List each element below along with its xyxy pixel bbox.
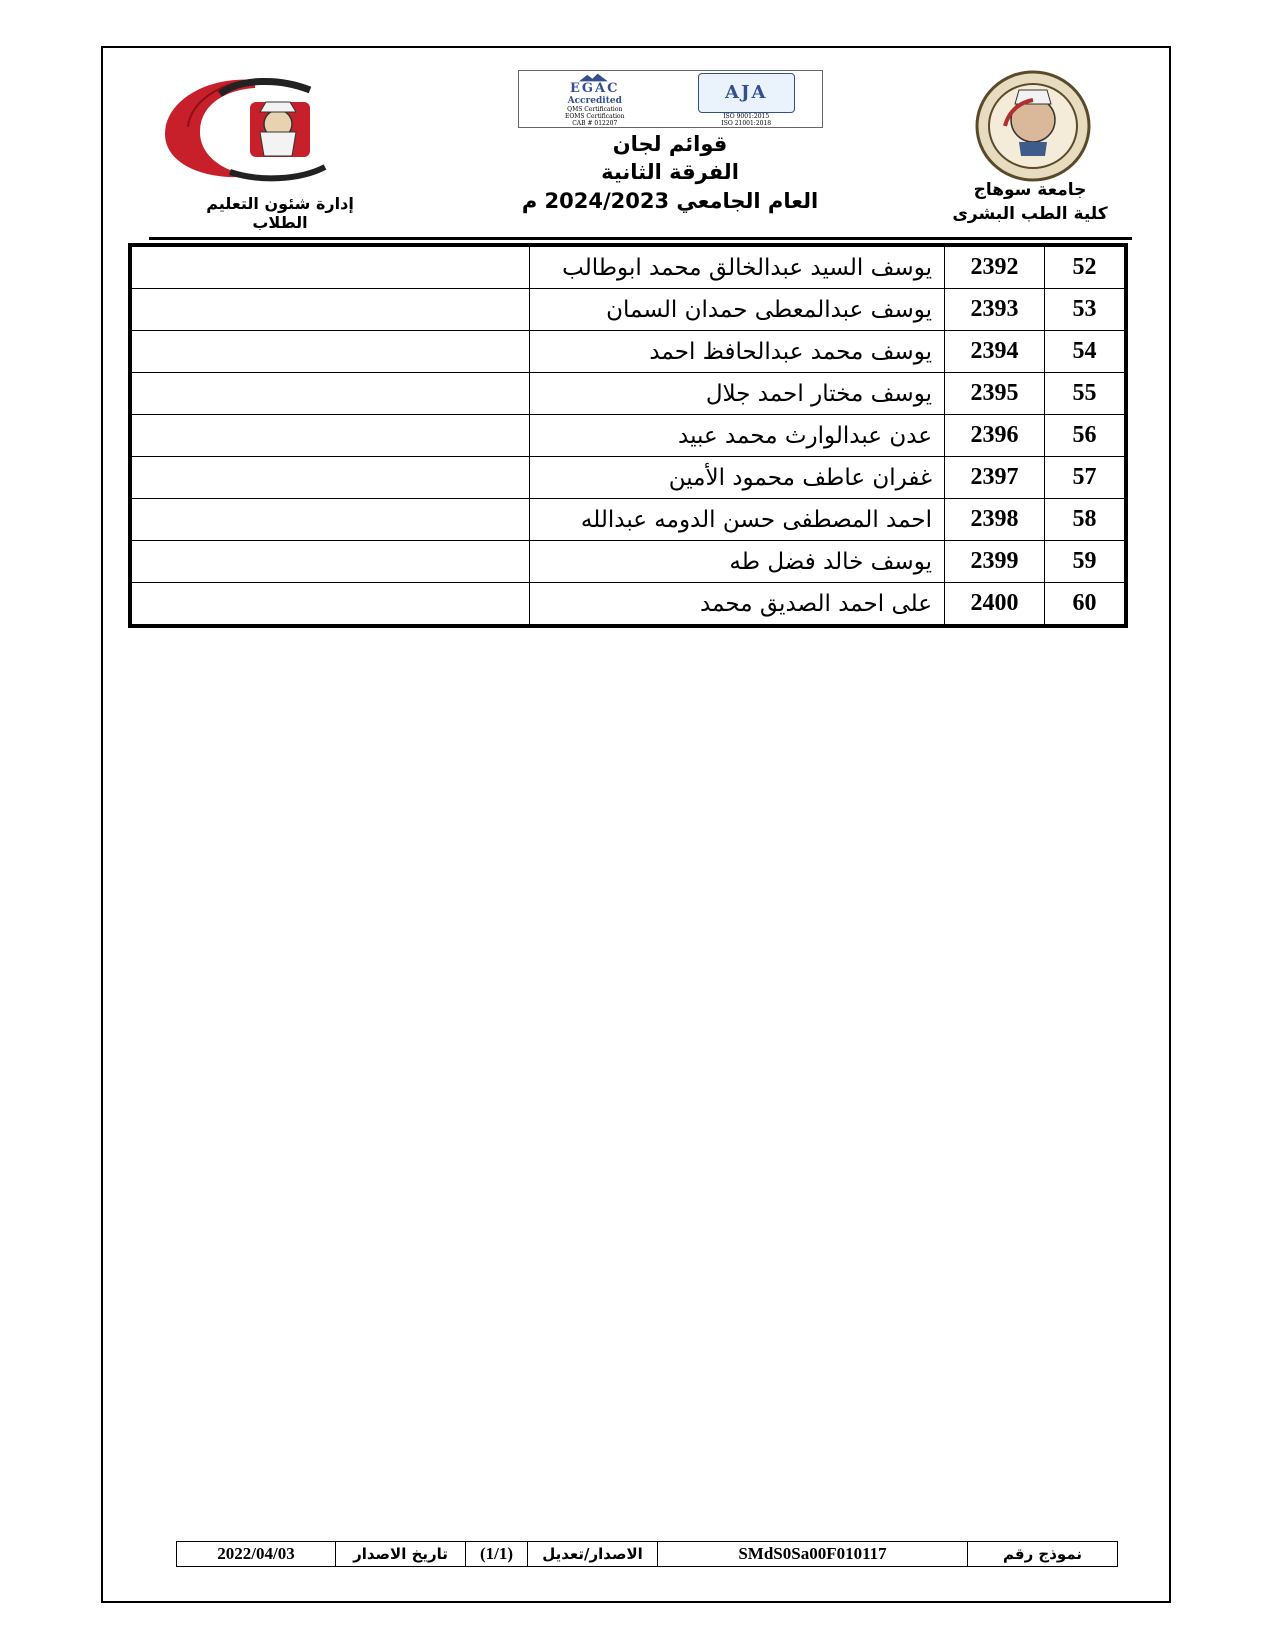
university-name: جامعة سوهاج [973,180,1087,200]
table-row [132,583,1125,625]
table-row [132,541,1125,583]
faculty-name: كلية الطب البشرى [952,204,1108,224]
row-number: 53 [1045,289,1125,331]
department-name: إدارة شئون التعليم الطلاب [206,194,354,232]
student-name: يوسف محمد عبدالحافظ احمد [530,331,945,373]
form-footer [176,1541,1118,1567]
table-row [132,331,1125,373]
table-row [132,373,1125,415]
seat-number: 2393 [945,289,1045,331]
certification-badges [518,70,823,128]
row-number: 54 [1045,331,1125,373]
issue-date-label: تاريخ الاصدار [335,1542,465,1566]
version-value: (1/1) [465,1542,527,1566]
header-divider [149,237,1132,240]
seat-number: 2392 [945,247,1045,289]
title-year-group: الفرقة الثانية [601,160,739,184]
student-name: غفران عاطف محمود الأمين [530,457,945,499]
table-row [132,247,1125,289]
title-committee-lists: قوائم لجان [612,132,728,156]
student-name: على احمد الصديق محمد [530,583,945,625]
blank-cell [132,331,530,373]
seat-number: 2399 [945,541,1045,583]
student-name: يوسف خالد فضل طه [530,541,945,583]
seat-number: 2394 [945,331,1045,373]
row-number: 52 [1045,247,1125,289]
student-name: يوسف عبدالمعطى حمدان السمان [530,289,945,331]
roster-table [128,243,1128,628]
student-name: عدن عبدالوارث محمد عبيد [530,415,945,457]
blank-cell [132,289,530,331]
faculty-logo [160,72,335,187]
university-info [930,178,1130,226]
blank-cell [132,499,530,541]
blank-cell [132,583,530,625]
row-number: 58 [1045,499,1125,541]
form-number-label: نموذج رقم [967,1542,1117,1566]
row-number: 59 [1045,541,1125,583]
student-name: احمد المصطفى حسن الدومه عبدالله [530,499,945,541]
row-number: 57 [1045,457,1125,499]
seat-number: 2395 [945,373,1045,415]
table-row [132,289,1125,331]
seat-number: 2398 [945,499,1045,541]
form-number-value: SMdS0Sa00F010117 [657,1542,967,1566]
student-name: يوسف السيد عبدالخالق محمد ابوطالب [530,247,945,289]
blank-cell [132,541,530,583]
blank-cell [132,247,530,289]
aja-badge: AJA ISO 9001:2015 ISO 21001:2018 [671,71,823,127]
aja-logo-text: AJA [725,82,768,103]
egac-badge: EGAC Accredited QMS Certification EOMS Certification CAB # 012207 [519,71,671,127]
seat-number: 2397 [945,457,1045,499]
row-number: 55 [1045,373,1125,415]
document-titles [470,130,870,216]
issue-date-value: 2022/04/03 [217,1544,295,1563]
seat-number: 2400 [945,583,1045,625]
table-row [132,499,1125,541]
blank-cell [132,373,530,415]
student-name: يوسف مختار احمد جلال [530,373,945,415]
seat-number: 2396 [945,415,1045,457]
blank-cell [132,415,530,457]
row-number: 56 [1045,415,1125,457]
row-number: 60 [1045,583,1125,625]
version-label: الاصدار/تعديل [527,1542,657,1566]
table-row [132,457,1125,499]
title-academic-year: العام الجامعي 2024/2023 م [521,189,819,213]
university-seal [975,70,1091,182]
blank-cell [132,457,530,499]
table-row [132,415,1125,457]
